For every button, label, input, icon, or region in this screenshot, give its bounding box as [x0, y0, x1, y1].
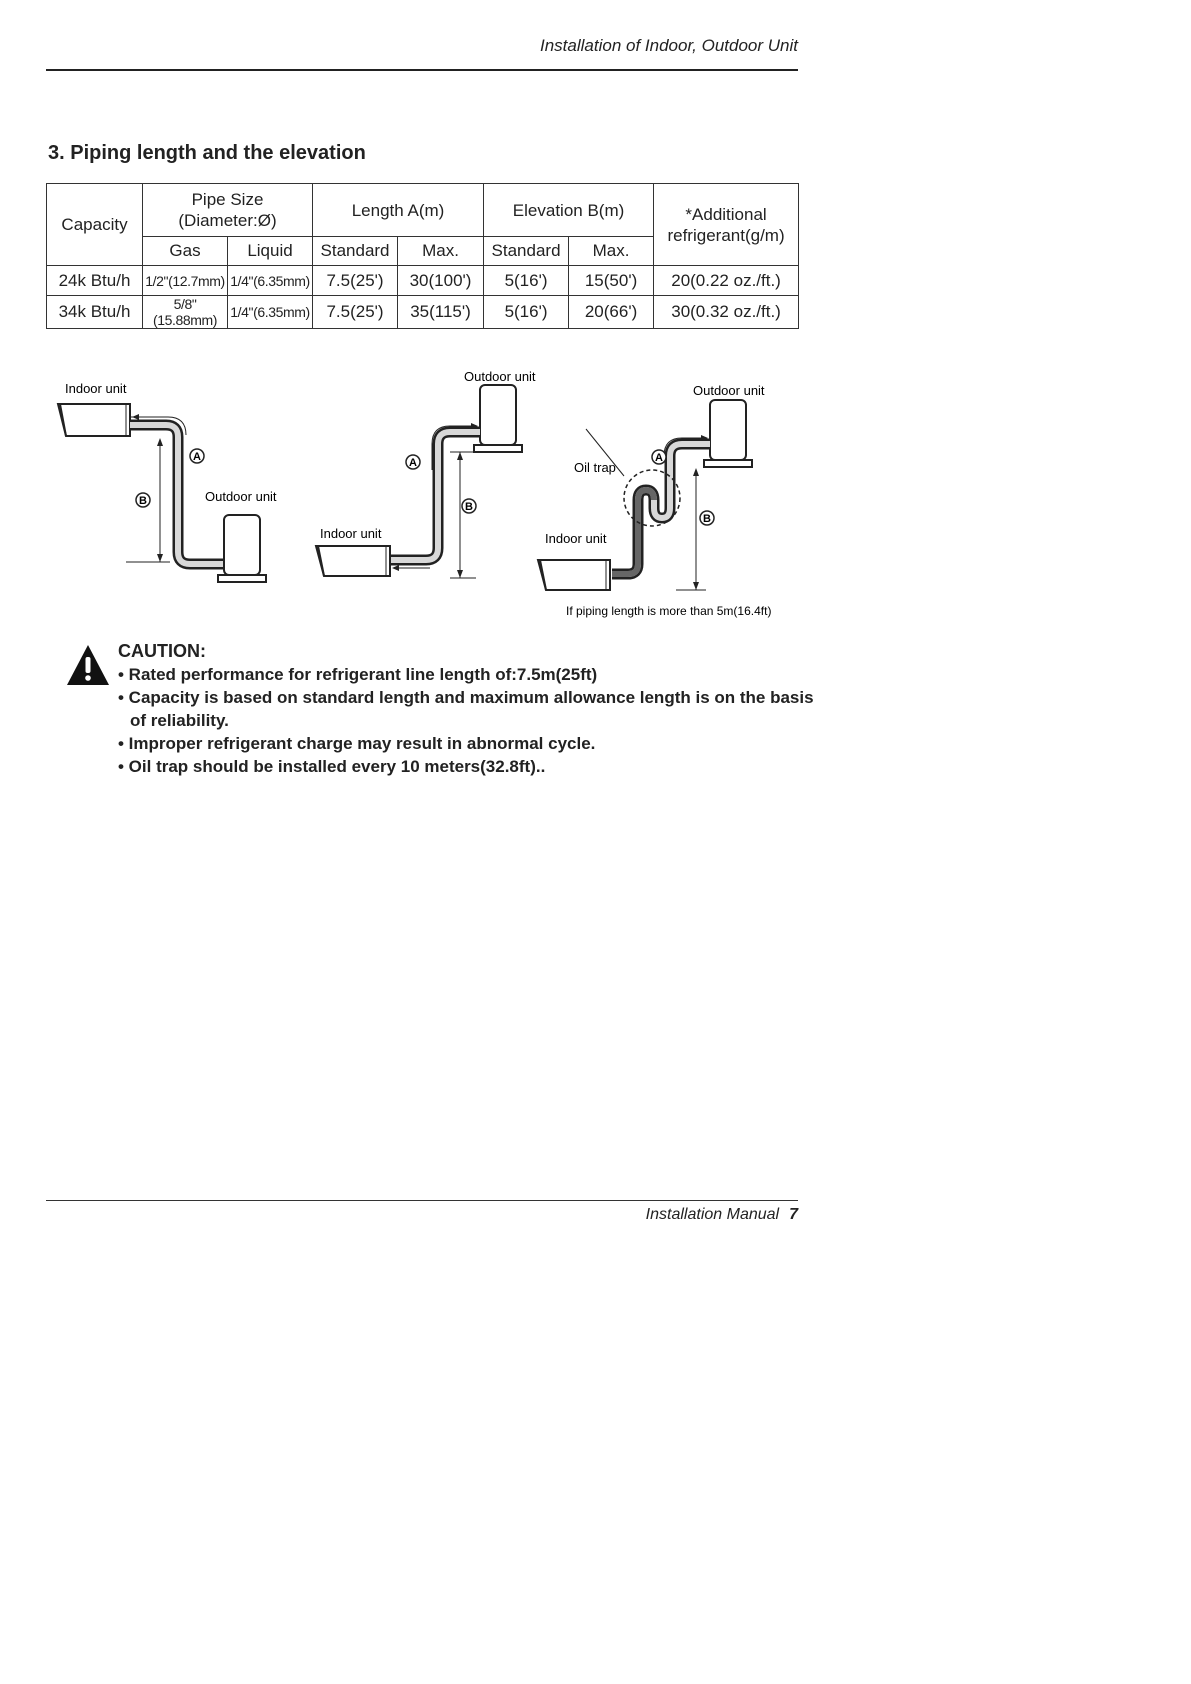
liquid-header: Liquid [228, 237, 313, 266]
elevation-header: Elevation B(m) [484, 184, 654, 237]
indoor-unit-label: Indoor unit [65, 381, 127, 396]
additional-refrigerant-header: *Additional refrigerant(g/m) [654, 184, 799, 266]
table-row [47, 266, 799, 296]
outdoor-unit-label: Outdoor unit [693, 383, 765, 398]
header-rule [46, 69, 798, 71]
length-header: Length A(m) [313, 184, 484, 237]
elevation-standard-header: Standard [484, 237, 569, 266]
section-title: 3. Piping length and the elevation [48, 142, 366, 164]
outdoor-unit-icon [474, 385, 522, 452]
footer-rule [46, 1200, 798, 1201]
additional-cell: 20(0.22 oz./ft.) [654, 266, 799, 296]
table-row [47, 296, 799, 329]
caution-item: • Rated performance for refrigerant line length of:7.5m(25ft) [118, 665, 598, 684]
caution-item: • Oil trap should be installed every 10 meters(32.8ft).. [118, 757, 546, 776]
elevation-max-cell: 15(50') [569, 266, 654, 296]
piping-diagram [46, 360, 798, 620]
elevation-standard-cell: 5(16') [484, 296, 569, 329]
outdoor-unit-label: Outdoor unit [464, 369, 536, 384]
footer [646, 1206, 798, 1224]
indoor-unit-label: Indoor unit [320, 526, 382, 541]
capacity-cell: 24k Btu/h [47, 266, 143, 296]
length-max-header: Max. [398, 237, 484, 266]
gas-header: Gas [143, 237, 228, 266]
marker-a: A [409, 457, 417, 469]
additional-cell: 30(0.32 oz./ft.) [654, 296, 799, 329]
caution-item: • Capacity is based on standard length and maximum allowance length is on the basis of reliability. [118, 688, 814, 730]
diagram-indoor-above-outdoor [58, 381, 277, 582]
footer-label: Installation Manual [645, 1206, 780, 1223]
pipe-size-header: Pipe Size (Diameter:Ø) [143, 184, 313, 237]
capacity-cell: 34k Btu/h [47, 296, 143, 329]
oil-trap-label: Oil trap [574, 460, 616, 475]
marker-a: A [655, 452, 663, 464]
indoor-unit-icon [316, 546, 390, 576]
gas-cell: 5/8"(15.88mm) [143, 296, 228, 329]
page-number: 7 [789, 1206, 798, 1223]
length-standard-header: Standard [313, 237, 398, 266]
piping-spec-table [46, 183, 799, 329]
outdoor-unit-icon [218, 515, 266, 582]
liquid-cell: 1/4"(6.35mm) [228, 296, 313, 329]
caution-block [118, 640, 818, 778]
outdoor-unit-icon [704, 400, 752, 467]
marker-b: B [465, 501, 473, 513]
liquid-cell: 1/4"(6.35mm) [228, 266, 313, 296]
length-max-cell: 30(100') [398, 266, 484, 296]
elevation-standard-cell: 5(16') [484, 266, 569, 296]
gas-cell: 1/2"(12.7mm) [143, 266, 228, 296]
caution-item: • Improper refrigerant charge may result in abnormal cycle. [118, 734, 596, 753]
elevation-max-header: Max. [569, 237, 654, 266]
length-max-cell: 35(115') [398, 296, 484, 329]
elevation-max-cell: 20(66') [569, 296, 654, 329]
marker-a: A [193, 451, 201, 463]
diagram-outdoor-above-indoor [316, 369, 536, 578]
caution-title: CAUTION: [118, 641, 206, 661]
table-header-row [47, 184, 799, 237]
outdoor-unit-label: Outdoor unit [205, 489, 277, 504]
indoor-unit-label: Indoor unit [545, 531, 607, 546]
marker-b: B [139, 495, 147, 507]
marker-b: B [703, 513, 711, 525]
capacity-header: Capacity [47, 184, 143, 266]
length-standard-cell: 7.5(25') [313, 296, 398, 329]
header-title: Installation of Indoor, Outdoor Unit [540, 36, 798, 55]
indoor-unit-icon [538, 560, 610, 590]
diagram-oil-trap [538, 383, 771, 618]
warning-triangle-icon [66, 644, 110, 686]
indoor-unit-icon [58, 404, 130, 436]
length-standard-cell: 7.5(25') [313, 266, 398, 296]
oil-trap-note: If piping length is more than 5m(16.4ft) [566, 604, 772, 618]
